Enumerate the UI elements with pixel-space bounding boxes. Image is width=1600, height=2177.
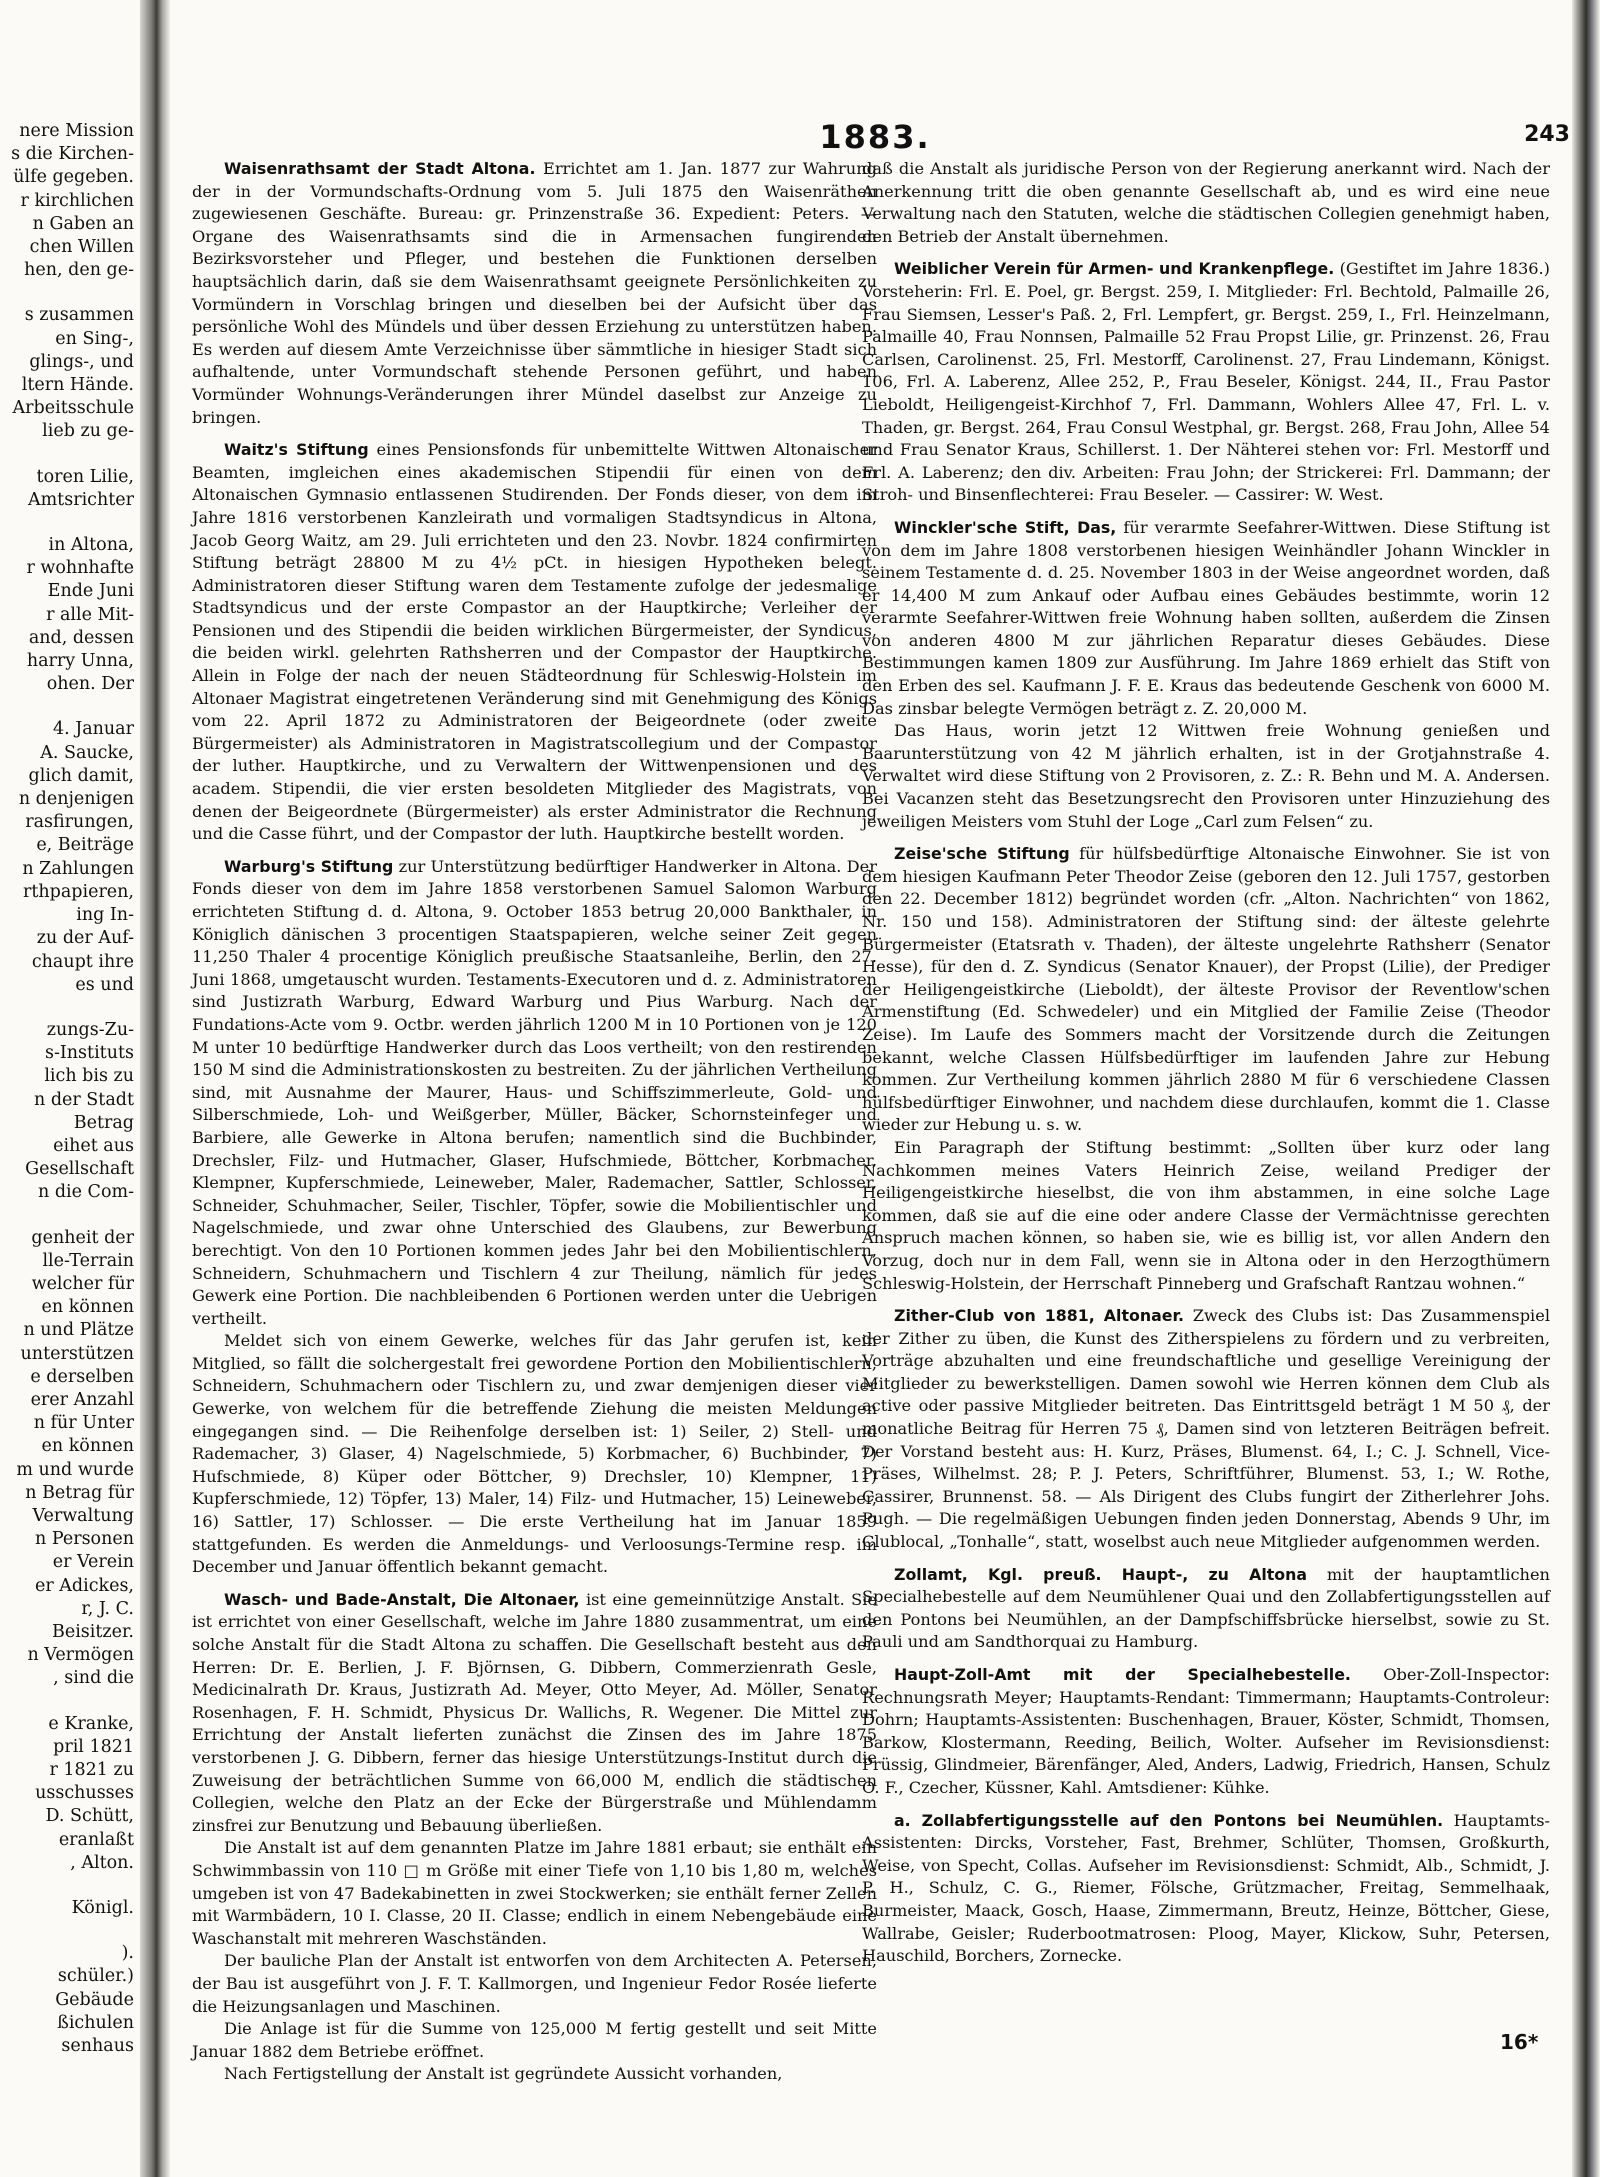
- left-page-line: Arbeitsschule: [12, 398, 134, 419]
- left-page-line: , Alton.: [70, 1852, 134, 1873]
- entry-paragraph: Nach Fertigstellung der Anstalt ist gegründete Aussicht vorhanden,: [224, 2064, 783, 2084]
- left-page-line: n Betrag für: [25, 1482, 134, 1503]
- left-page-line: n denjenigen: [18, 789, 134, 810]
- left-page-line: Verwaltung: [32, 1505, 134, 1526]
- entry-paragraph: Die Anlage ist für die Summe von 125,000 M fertig gestellt und seit Mitte Januar 1882 dem Betriebe eröffnet.: [192, 2019, 877, 2061]
- left-page-line: schüler.): [57, 1966, 134, 1987]
- left-page-line: toren Lilie,: [36, 466, 134, 487]
- entry-text: zur Unterstützung bedürftiger Handwerker in Altona. Der Fonds dieser von dem im Jahre 1858 verstorbenen Samuel Salomon Warburg errichteten Stiftung d. d. Altona, 9. October 1853 betrug 20,000 Bankthaler, in Königlich dänischen 3 procentigen Staatspapieren, welche seiner Zeit gegen 11,250 Thaler 4 procentige Königlich preußische Staatsanleihe, Berlin, den 27. Juni 1868, umgetauscht wurden. Testaments-Executoren und d. z. Administratoren sind Justizrath Warburg, Edward Warburg und Pius Warburg. Nach der Fundations-Acte vom 9. Octbr. werden jährlich 1200 M in 10 Portionen von je 120 M unter 10 bedürftige Handwerker durch das Loos vertheilt; von den restirenden 150 M sind die Administrationskosten zu bestreiten. Zu der jährlichen Vertheilung sind, mit Ausnahme der Maurer, Haus- und Schiffszimmerleute, Gold- und Silberschmiede, Loh- und Weißgerber, Müller, Bäcker, Schornsteinfeger und Barbiere, alle Gewerke in Altona berufen; namentlich sind die Buchbinder, Drechsler, Filz- und Hutmacher, Glaser, Hufschmiede, Böttcher, Korbmacher, Klempner, Kupferschmiede, Leineweber, Maler, Rademacher, Sattler, Schlosser, Schneider, Schuhmacher, Seiler, Tischler, Töpfer, sowie die Mobilientischler und Nagelschmiede, und zwar ohne Unterschied des Glaubens, zur Bewerbung berechtigt. Von den 10 Portionen kommen jedes Jahr bei den Mobilientischlern, Schneidern, Schuhmachern und Tischlern 4 zur Theilung, nämlich für jedes Gewerk eine Portion. Die nachbleibenden 6 Portionen werden unter die Uebrigen vertheilt.: [192, 856, 877, 1328]
- left-page-line: r, J. C.: [81, 1598, 134, 1619]
- entry-text: eines Pensionsfonds für unbemittelte Wittwen Altonaischer Beamten, imgleichen eines akademischen Stipendii für einen von dem Altonaischen Gymnasio entlassenen Studirenden. Der Fonds dieser, von dem im Jahre 1816 verstorbenen Kanzleirath und vormaligen Stadtsyndicus in Altona, Jacob Georg Waitz, am 29. Juli errichteten und den 23. Novbr. 1824 confirmirten Stiftung beträgt 28800 M zu 4½ pCt. in hiesigen Hypotheken belegt. Administratoren dieser Stiftung waren dem Testamente zufolge der jedesmalige Stadtsyndicus und der erste Compastor an der Hauptkirche; Verleiher der Pensionen und des Stipendii die beiden wirklichen Bürgermeister, der Syndicus, die beiden wirkl. gelehrten Rathsherren und der Compastor der Hauptkirche. Allein in Folge der nach der neuen Städteordnung für Schleswig-Holstein im Altonaer Magistrat eingetretenen Veränderung sind mit Genehmigung des Königs vom 22. April 1872 zu Administratoren der Beigeordnete (oder zweite Bürgermeister) als Administratoren in Magistratscollegium und der Compastor der luther. Hauptkirche, und zu Verwaltern der Wittwenpensionen und des academ. Stipendii, die vier ersten besoldeten Mitglieder des Magistrats, von denen der Beigeordnete (Bürgermeister) als erster Administrator die Rechnung und die Casse führt, und der Compastor der luth. Hauptkirche bestellt worden.: [192, 440, 877, 844]
- entry-winckler-stift: [862, 517, 1550, 833]
- page-header: [180, 118, 1570, 158]
- left-page-line: D. Schütt,: [45, 1806, 134, 1827]
- left-page-line: ülfe gegeben.: [13, 167, 134, 188]
- line-gap: [0, 1875, 138, 1897]
- entry-text: Ober-Zoll-Inspector: Rechnungsrath Meyer; Hauptamts-Rendant: Timmermann; Hauptamts-Controleur: Dohrn; Hauptamts-Assistenten: Buschenhagen, Brauer, Köster, Schmidt, Thomsen, Barkow, Klostermann, Reeding, Beilich, Wolter. Aufseher im Revisionsdienst: Prüssig, Glindmeier, Bärenfänger, Aled, Anders, Ladwig, Friedrich, Hansen, Schulz O. F., Czecher, Küssner, Kahl. Amtsdiener: Kühke.: [862, 1665, 1551, 1797]
- left-page-line: zu der Auf-: [36, 928, 134, 949]
- left-page-line: ßichulen: [57, 2012, 134, 2033]
- entry-text: für hülfsbedürftige Altonaische Einwohner. Sie ist von dem hiesigen Kaufmann Peter Theodor Zeise (geboren den 12. Juli 1757, gestorben den 22. December 1812) begründet worden (cfr. „Alton. Nachrichten“ von 1862, Nr. 150 und 158). Administratoren der Stiftung sind: der älteste gelehrte Bürgermeister (Etatsrath v. Thaden), der älteste ungelehrte Rathsherr (Senator Hesse), für den d. Z. Syndicus (Senator Knauer), der Propst (Lilie), der Prediger der Heiligengeistkirche (Lieboldt), der älteste Provisor der Reventlow'schen Armenstiftung (Ed. Schwedeler) und ein Mitglied der Familie Zeise (Theodor Zeise). Im Laufe des Sommers macht der Vorsitzende durch die Zeitungen bekannt, welche Classen Hülfsbedürftiger im laufenden Jahre zur Hebung kommen. Zur Vertheilung kommen jährlich 2880 M für 6 verschiedene Classen hülfsbedürftiger Einwohner, und nachdem diese durchlaufen, kommt die 1. Classe wieder zur Hebung u. s. w.: [862, 844, 1550, 1135]
- printer-signature: 16*: [1500, 2030, 1539, 2054]
- entry-text: für verarmte Seefahrer-Wittwen. Diese Stiftung ist von dem im Jahre 1808 verstorbenen hiesigen Weinhändler Johann Winckler in seinem Testamente d. d. 25. November 1803 in der Weise angeordnet worden, daß er 14,400 M zum Ankauf oder Aufbau eines Gebäudes bestimmte, worin 12 verarmte Seefahrer-Wittwen freie Wohnung haben sollten, außerdem die Zinsen von anderen 4800 M zur jährlichen Reparatur dieses Gebäudes. Diese Bestimmungen kamen 1809 zur Ausführung. Im Jahre 1869 erhielt das Stift von den Erben des sel. Kaufmann J. F. E. Kraus das bedeutende Geschenk von 6000 M. Das zinsbar belegte Vermögen beträgt z. Z. 20,000 M.: [862, 517, 1550, 718]
- left-page-line: n für Unter: [33, 1413, 134, 1434]
- left-page-line: genheit der: [31, 1227, 134, 1248]
- entry-title: a. Zollabfertigungsstelle auf den Pontons bei Neumühlen.: [894, 1810, 1444, 1830]
- left-page-line: chen Willen: [29, 237, 134, 258]
- entry-paragraph: Das Haus, worin jetzt 12 Wittwen freie Wohnung genießen und Baarunterstützung von 42 M jährlich erhalten, ist in der Grotjahnstraße 4. Verwaltet wird diese Stiftung von 2 Provisoren, z. Z.: R. Behn und M. A. Andersen. Bei Vacanzen steht das Besetzungsrecht den Provisoren unter Hinzuziehung des jeweiligen Meisters vom Stuhl der Loge „Carl zum Felsen“ zu.: [862, 721, 1550, 831]
- left-page-line: Gebäude: [55, 1989, 134, 2010]
- entry-title: Zollamt, Kgl. preuß. Haupt-, zu Altona: [894, 1564, 1308, 1584]
- left-page-line: m und wurde: [16, 1459, 134, 1480]
- left-page-line: s zusammen: [24, 305, 134, 326]
- left-page-line: er Verein: [52, 1552, 134, 1573]
- left-page-line: glings-, und: [29, 351, 134, 372]
- page-year: 1883.: [819, 118, 931, 156]
- left-page-line: rthpapieren,: [22, 881, 134, 902]
- line-gap: [0, 696, 138, 718]
- left-page-line: eranlaßt: [58, 1829, 134, 1850]
- line-gap: [0, 282, 138, 304]
- entry-waitz-stiftung: [192, 439, 877, 846]
- left-page-line: ing In-: [76, 905, 134, 926]
- left-page-line: r wohnhafte: [26, 558, 134, 579]
- entry-waisenrathsamt: [192, 158, 877, 429]
- left-page-line: n und Plätze: [23, 1320, 134, 1341]
- left-page-line: Betrag: [73, 1112, 134, 1133]
- left-page-line: and, dessen: [28, 627, 134, 648]
- left-page-line: n Personen: [35, 1529, 134, 1550]
- entry-haupt-zoll-amt: [862, 1664, 1550, 1800]
- entry-paragraph: Der bauliche Plan der Anstalt ist entworfen von dem Architecten A. Petersen, der Bau ist ausgeführt von J. F. T. Kallmorgen, und Ingenieur Fedor Rosée lieferte die Heizungsanlagen und Maschinen.: [192, 1951, 877, 2016]
- left-page-fragment: [0, 120, 138, 2120]
- line-gap: [0, 997, 138, 1019]
- left-page-line: , sind die: [53, 1668, 134, 1689]
- left-page-line: es und: [75, 974, 134, 995]
- left-page-line: usschusses: [35, 1783, 134, 1804]
- page-number: 243: [1524, 122, 1570, 147]
- entry-paragraph: Ein Paragraph der Stiftung bestimmt: „Sollten über kurz oder lang Nachkommen meines Vaters Heinrich Zeise, weiland Prediger der Heiligengeistkirche hieselbst, die von ihm abstammen, in eine solche Lage kommen, daß sie auf die eine oder andere Classe der Vermächtnisse gerechten Anspruch machen können, so haben sie, wie es billig ist, vor allen Andern den Vorzug, doch nur in dem Fall, wenn sie in Altona oder in den Herzogthümern Schleswig-Holstein, der Herrschaft Pinneberg und Grafschaft Rantzau wohnen.“: [862, 1137, 1550, 1293]
- left-page-line: e, Beiträge: [36, 835, 134, 856]
- left-page-line: nere Mission: [19, 121, 134, 141]
- entry-zeise-stiftung: [862, 843, 1550, 1295]
- left-page-line: n Vermögen: [27, 1645, 134, 1666]
- left-page-line: er Adickes,: [34, 1575, 134, 1596]
- left-page-line: Ende Juni: [47, 581, 134, 602]
- left-page-line: ).: [121, 1943, 134, 1964]
- left-page-line: ohen. Der: [46, 674, 134, 695]
- line-gap: [0, 1205, 138, 1227]
- line-gap: [0, 512, 138, 534]
- entry-continuation: [862, 158, 1550, 248]
- left-page-line: lle-Terrain: [42, 1250, 134, 1271]
- left-page-line: ltern Hände.: [21, 375, 134, 396]
- entry-weiblicher-verein: [862, 258, 1550, 507]
- entry-warburg-stiftung: [192, 856, 877, 1579]
- entry-text: ist eine gemeinnützige Anstalt. Sie ist errichtet von einer Gesellschaft, welche im Jahre 1880 zusammentrat, um eine solche Anstalt für die Stadt Altona zu schaffen. Die Gesellschaft besteht aus den Herren: Dr. E. Berlien, J. F. Björnsen, G. Dibbern, Commerzienrath Gesle, Medicinalrath Dr. Kraus, Justizrath Ad. Meyer, Otto Meyer, Ad. Möller, Senator Rosenhagen, F. H. Schmidt, Physicus Dr. Wallichs, R. Wegener. Die Mittel zur Errichtung der Anstalt lieferten zunächst die Zinsen des im Jahre 1875 verstorbenen J. G. Dibbern, ferner das hiesige Unterstützungs-Institut durch die Zuweisung der beträchtlichen Summe von 66,000 M, endlich die städtischen Collegien, welche den Platz an der Ecke der Bürgerstraße und Mühlendamm zinsfrei zur Benutzung und Bebauung überließen.: [192, 1589, 877, 1835]
- left-page-line: en können: [41, 1436, 134, 1457]
- left-page-line: n der Stadt: [33, 1089, 134, 1110]
- entry-text: Zweck des Clubs ist: Das Zusammenspiel der Zither zu üben, die Kunst des Zitherspielens zu fördern und zu verbreiten, Vorträge abzuhalten und eine freundschaftliche und gesellige Vereinigung der Mitglieder zu bewerkstelligen. Damen sowohl wie Herren können dem Club als active oder passive Mitglieder beitreten. Das Eintrittsgeld beträgt 1 M 50 ₰, der monatliche Beitrag für Herren 75 ₰, Damen sind von letzteren Beiträgen befreit. Der Vorstand besteht aus: H. Kurz, Präses, Blumenst. 64, I.; C. J. Schnell, Vice-Präses, Wilhelmst. 28; P. J. Peters, Schriftführer, Blumenst. 53, I.; W. Rothe, Cassirer, Brunnenst. 58. — Als Dirigent des Clubs fungirt der Zitherlehrer Johs. Pugh. — Die regelmäßigen Uebungen finden jeden Donnerstag, Abends 9 Uhr, im Clublocal, „Tonhalle“, statt, woselbst auch neue Mitglieder aufgenommen werden.: [862, 1306, 1550, 1552]
- left-page-line: erer Anzahl: [30, 1389, 134, 1410]
- entry-zollabfertigungsstelle: [862, 1810, 1550, 1968]
- left-page-line: harry Unna,: [26, 651, 134, 672]
- left-page-line: A. Saucke,: [40, 742, 134, 763]
- left-page-line: zungs-Zu-: [46, 1019, 134, 1040]
- left-page-line: en Sing-,: [55, 328, 134, 349]
- entry-text: (Gestiftet im Jahre 1836.) Vorsteherin: Frl. E. Poel, gr. Bergst. 259, I. Mitglieder: Frl. Bechtold, Palmaille 26, Frau Siemsen, Lesser's Paß. 2, Frl. Lempfert, gr. Bergst. 259, I., Frl. Heinzelmann, Palmaille 40, Frau Nonnsen, Palmaille 52 Frau Propst Lilie, gr. Prinzenst. 26, Frau Carlsen, Carolinenst. 25, Frl. Mestorff, Carolinenst. 27, Frau Lindemann, Königst. 106, Frl. A. Laberenz, Allee 252, P., Frau Beseler, Königst. 244, II., Frau Pastor Lieboldt, Heiligengeist-Kirchhof 7, Frl. Dammann, Wohlers Allee 47, Frl. L. v. Thaden, gr. Bergst. 264, Frau Consul Westphal, gr. Bergst. 268, Frau John, Allee 54 und Frau Senator Kraus, Schillerst. 1. Der Nähterei stehen vor: Frl. Mestorff und Frl. A. Laberenz; den div. Arbeiten: Frau John; der Strickerei: Frl. Dammann; der Stroh- und Binsenflechterei: Frau Beseler. — Cassirer: W. West.: [862, 259, 1550, 505]
- left-page-line: pril 1821: [53, 1736, 134, 1757]
- left-page-line: in Altona,: [48, 535, 134, 556]
- line-gap: [0, 444, 138, 466]
- entry-paragraph: Meldet sich von einem Gewerke, welches für das Jahr gerufen ist, kein Mitglied, so fällt die solchergestalt frei gewordene Portion den Mobilientischlern, Schneidern, Schuhmachern oder Tischlern zu, und zwar demjenigen dieser vier Gewerke, von welchem für die betreffende Ziehung die meisten Meldungen eingegangen sind. — Die Reihenfolge derselben ist: 1) Seiler, 2) Stell- und Rademacher, 3) Glaser, 4) Nagelschmiede, 5) Korbmacher, 6) Buchbinder, 7) Hufschmiede, 8) Küper oder Böttcher, 9) Drechsler, 10) Klempner, 11) Kupferschmiede, 12) Töpfer, 13) Maler, 14) Filz- und Hutmacher, 15) Leineweber, 16) Sattler, 17) Schlosser. — Die erste Vertheilung hat im Januar 1859 stattgefunden. Es werden die Anmeldungs- und Verloosungs-Termine resp. im December und Januar öffentlich bekannt gemacht.: [192, 1331, 877, 1577]
- entry-text: daß die Anstalt als juridische Person von der Regierung anerkannt wird. Nach der Anerkennung tritt die oben genannte Gesellschaft ab, und es wird eine neue Verwaltung nach den Statuten, welche die städtischen Collegien genehmigt haben, den Betrieb der Anstalt übernehmen.: [862, 159, 1550, 246]
- entry-title: Haupt-Zoll-Amt mit der Specialhebestelle.: [894, 1665, 1351, 1684]
- left-page-line: r 1821 zu: [49, 1760, 134, 1780]
- left-page-line: s die Kirchen-: [11, 144, 134, 165]
- entry-title: Zeise'sche Stiftung: [894, 844, 1070, 864]
- left-page-line: Königl.: [71, 1898, 134, 1919]
- entry-title: Winckler'sche Stift, Das,: [894, 517, 1117, 537]
- entry-title: Waitz's Stiftung: [224, 440, 369, 460]
- right-column: [862, 158, 1550, 1978]
- left-page-line: unterstützen: [20, 1343, 134, 1364]
- left-page-line: 4. Januar: [52, 719, 134, 740]
- left-page-line: r alle Mit-: [46, 604, 134, 625]
- entry-wasch-bade-anstalt: [192, 1589, 877, 2086]
- entry-zither-club: [862, 1305, 1550, 1554]
- left-page-line: chaupt ihre: [31, 951, 134, 972]
- entry-title: Weiblicher Verein für Armen- und Krankenpflege.: [894, 259, 1335, 279]
- entry-text: Errichtet am 1. Jan. 1877 zur Wahrung der in der Vormundschafts-Ordnung vom 5. Juli 1875 den Waisenräthen zugewiesenen Geschäfte. Bureau: gr. Prinzenstraße 36. Expedient: Peters. — Organe des Waisenrathsamts sind die in Armensachen fungirenden Bezirksvorsteher und Pfleger, und bestehen die Funktionen derselben hauptsächlich darin, daß sie dem Waisenrathsamt geeignete Persönlichkeiten zu Vormündern in Vorschlag bringen und dieselben bei der Aufsicht über das persönliche Wohl des Mündels und über dessen Erziehung zu unterstützen haben. Es werden auf diesem Amte Verzeichnisse über sämmtliche in hiesiger Stadt sich aufhaltende, unter Vormundschaft stehende Personen geführt, und haben Vormünder Wohnungs-Veränderungen ihrer Mündel daselbst zur Anzeige zu bringen.: [192, 159, 877, 427]
- entry-title: Zither-Club von 1881, Altonaer.: [894, 1306, 1185, 1326]
- left-page-line: eihet aus: [53, 1135, 134, 1156]
- left-page-line: Beisitzer.: [51, 1621, 134, 1642]
- left-page-line: hen, den ge-: [24, 260, 134, 281]
- left-page-line: en können: [41, 1297, 134, 1318]
- left-page-line: e derselben: [30, 1366, 134, 1387]
- entry-zollamt: [862, 1564, 1550, 1654]
- left-page-line: lich bis zu: [44, 1066, 134, 1087]
- left-page-line: n Zahlungen: [22, 858, 134, 879]
- left-page-line: s-Instituts: [44, 1043, 134, 1064]
- line-gap: [0, 1920, 138, 1942]
- left-page-line: glich damit,: [28, 765, 134, 786]
- book-binding: [140, 0, 170, 2177]
- left-page-line: welcher für: [31, 1273, 134, 1294]
- left-page-line: Amtsrichter: [27, 489, 134, 510]
- left-page-line: e Kranke,: [48, 1713, 134, 1734]
- left-page-line: Gesellschaft: [25, 1159, 134, 1180]
- left-page-line: senhaus: [61, 2036, 134, 2057]
- left-column: [192, 158, 877, 2096]
- entry-title: Wasch- und Bade-Anstalt, Die Altonaer,: [224, 1589, 580, 1609]
- entry-title: Waisenrathsamt der Stadt Altona.: [224, 159, 536, 178]
- entry-text: mit der hauptamtlichen Specialhebestelle auf dem Neumühlener Quai und den Zollabfertigungsstellen auf den Pontons bei Neumühlen, an der Dampfschiffsbrücke hierselbst, sowie zu St. Pauli und am Sandthorquai zu Hamburg.: [862, 1564, 1550, 1652]
- entry-text: Hauptamts-Assistenten: Dircks, Vorsteher, Fast, Brehmer, Schlüter, Thomsen, Großkurth, Weise, von Specht, Collas. Aufseher im Revisionsdienst: Schmidt, Alb., Schmidt, J. P. H., Schulz, C. G., Riemer, Fölsche, Grützmacher, Freitag, Semmelhaak, Burmeister, Maack, Gosch, Haase, Zimmermann, Breutz, Heinze, Böttcher, Giese, Wallrabe, Geisler; Ruderbootmatrosen: Ploog, Mayer, Klickow, Suhr, Petersen, Hauschild, Borchers, Zornecke.: [862, 1810, 1550, 1966]
- line-gap: [0, 1691, 138, 1713]
- entry-title: Warburg's Stiftung: [224, 856, 394, 876]
- left-page-line: n Gaben an: [32, 213, 134, 234]
- left-page-line: r kirchlichen: [20, 190, 134, 211]
- left-page-line: rasfirungen,: [25, 812, 134, 833]
- left-page-line: lieb zu ge-: [42, 421, 134, 442]
- left-page-line: n die Com-: [38, 1182, 134, 1203]
- page-edge: [1572, 0, 1600, 2177]
- entry-paragraph: Die Anstalt ist auf dem genannten Platze im Jahre 1881 erbaut; sie enthält ein Schwimmbassin von 110 □ m Größe mit einer Tiefe von 1,10 bis 1,80 m, welches umgeben ist von 47 Badekabinetten in zwei Stockwerken; sie enthält ferner Zellen mit Warmbädern, 10 I. Classe, 20 II. Classe; endlich in einem Nebengebäude eine Waschanstalt mit mehreren Waschständen.: [192, 1838, 877, 1948]
